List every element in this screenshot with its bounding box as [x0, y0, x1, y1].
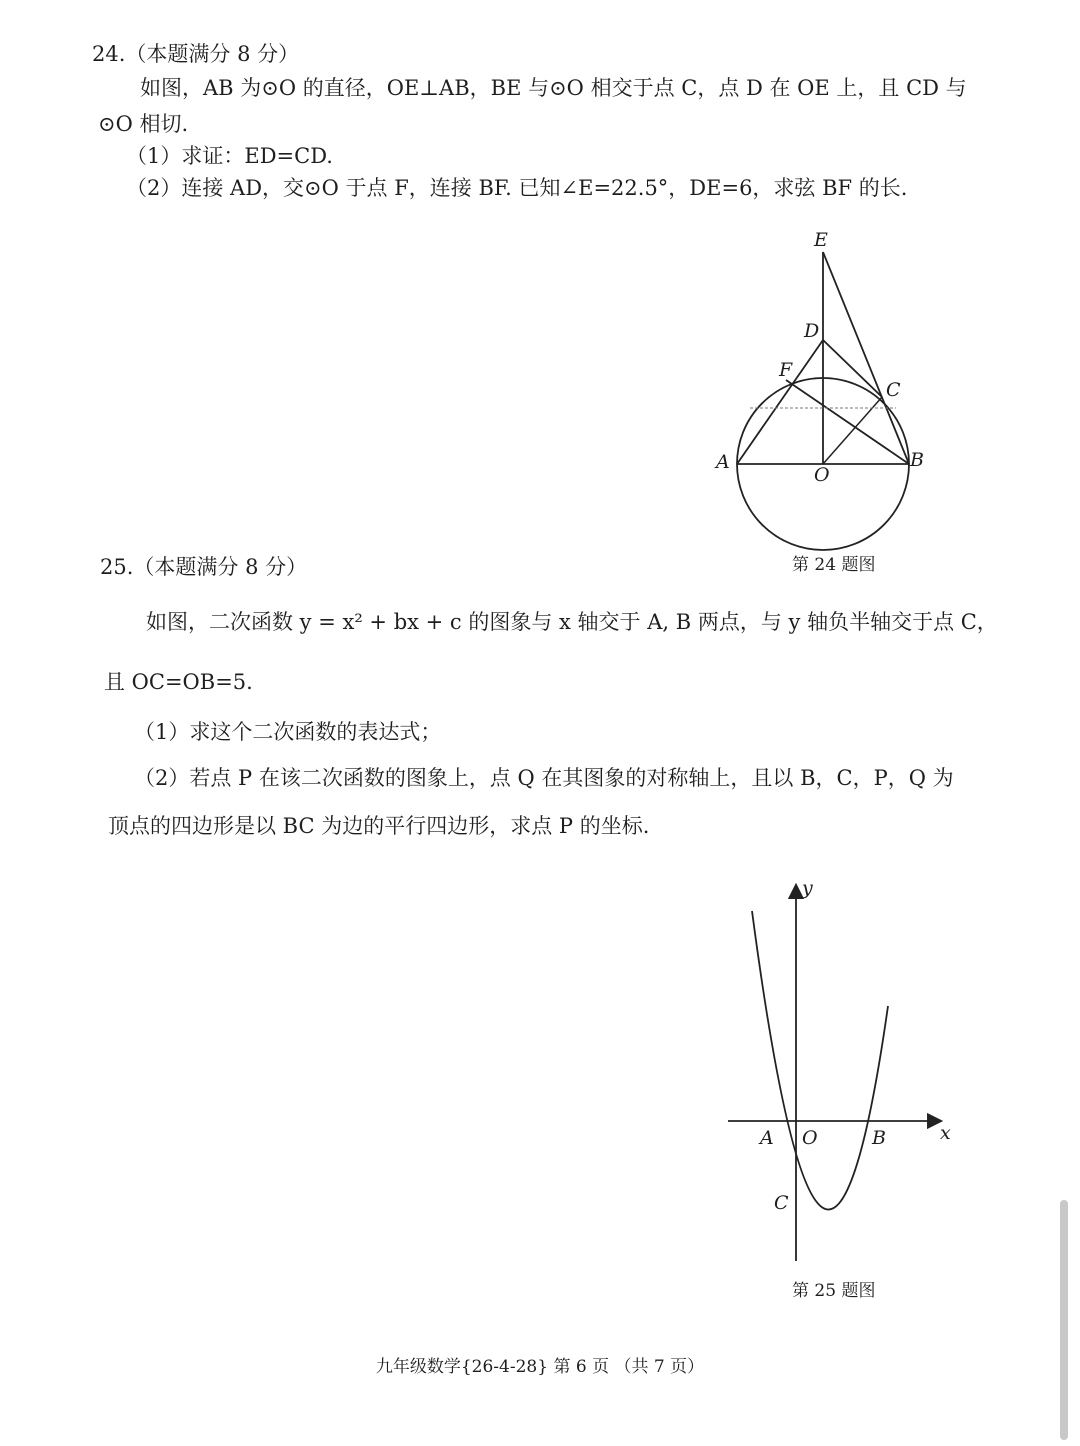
label-o: O: [814, 464, 830, 486]
segment-be: [823, 252, 909, 464]
label-b: B: [910, 449, 924, 471]
label-c: C: [774, 1192, 789, 1214]
q24-part1: （1）求证：ED=CD.: [126, 144, 333, 168]
page-footer: 九年级数学{26-4-28} 第 6 页 （共 7 页）: [375, 1357, 705, 1377]
q25-part2-line1: （2）若点 P 在该二次函数的图象上，点 Q 在其图象的对称轴上，且以 B，C，P，Q 为: [134, 766, 954, 790]
q25-stem-line2: 且 OC=OB=5.: [104, 670, 253, 694]
segment-cd: [823, 340, 882, 397]
q25-stem-line1: 如图，二次函数 y = x² + bx + c 的图象与 x 轴交于 A, B 两点，与 y 轴负半轴交于点 C，: [146, 610, 998, 634]
parabola: [752, 911, 888, 1210]
label-a: A: [760, 1127, 774, 1149]
q24-stem-line1: 如图，AB 为⊙O 的直径，OE⊥AB，BE 与⊙O 相交于点 C，点 D 在 OE 上，且 CD 与: [140, 76, 967, 100]
label-x: x: [940, 1122, 951, 1144]
q25-part1: （1）求这个二次函数的表达式；: [134, 720, 442, 744]
label-b: B: [872, 1127, 886, 1149]
label-a: A: [716, 451, 730, 473]
q24-figure: [700, 222, 950, 552]
q24-caption: 第 24 题图: [792, 555, 876, 575]
label-c: C: [886, 379, 901, 401]
q25-caption: 第 25 题图: [792, 1281, 876, 1301]
segment-oc: [823, 397, 882, 464]
q25-part2-line2: 顶点的四边形是以 BC 为边的平行四边形，求点 P 的坐标.: [108, 814, 650, 838]
label-o: O: [802, 1127, 818, 1149]
label-d: D: [804, 320, 820, 342]
scrollbar[interactable]: [1060, 1200, 1068, 1440]
q25-header: 25.（本题满分 8 分）: [100, 555, 308, 579]
q25-figure: [720, 876, 960, 1266]
q24-stem-line2: ⊙O 相切.: [98, 112, 189, 136]
label-f: F: [779, 359, 793, 381]
q24-part2: （2）连接 AD，交⊙O 于点 F，连接 BF. 已知∠E=22.5°，DE=6，求弦 BF 的长.: [126, 176, 908, 200]
q24-header: 24.（本题满分 8 分）: [92, 42, 300, 66]
label-e: E: [814, 229, 828, 251]
label-y: y: [802, 877, 813, 899]
